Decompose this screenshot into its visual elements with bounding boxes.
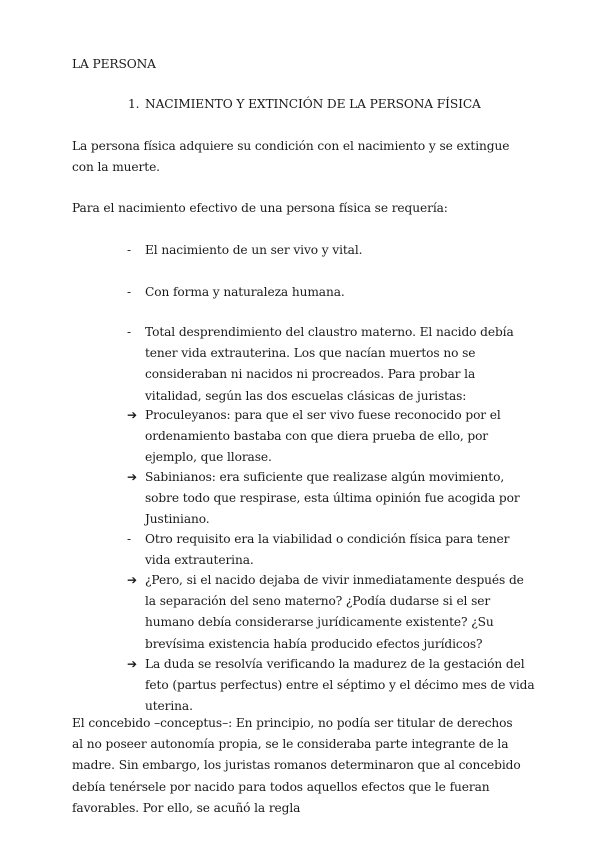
conceptus-paragraph: El concebido –conceptus–: En principio, no podía ser titular de derechos al no poseer autonomía propia, se le consideraba parte integrante de la madre. Sin embargo, los juristas romanos determinaron que al concebido debía tenérsele por nacido para todos aquellos efectos que le fueran favorables. Por ello, se acuñó la regla (72, 716, 521, 815)
arrow-bullet-icon: ➔ (127, 573, 138, 587)
dash-bullet-marker: - (127, 285, 132, 299)
dash-bullet-marker: - (127, 325, 132, 339)
arrow-bullet-icon: ➔ (127, 470, 138, 484)
requirement-item: El nacimiento de un ser vivo y vital. (145, 243, 363, 257)
document-title: LA PERSONA (72, 57, 156, 71)
dash-bullet-marker: - (127, 243, 132, 257)
arrow-bullet-icon: ➔ (127, 657, 138, 671)
arrow-bullet-icon: ➔ (127, 408, 138, 422)
requirement-item: Con forma y naturaleza humana. (145, 285, 345, 299)
viability-answer: La duda se resolvía verificando la madurez de la gestación del feto (partus perfectus) entre el séptimo y el décimo mes de vida uterina. (145, 657, 535, 714)
requirement-item: Total desprendimiento del claustro materno. El nacido debía tener vida extrauterina. Los que nacían muertos no se consideraban ni nacidos ni procreados. Para probar la vitalidad, según las dos escuelas clásicas de juristas: (145, 325, 514, 403)
section-number: 1. (128, 97, 140, 111)
intro-paragraph: La persona física adquiere su condición con el nacimiento y se extingue con la muerte. (72, 139, 510, 175)
viability-question: ¿Pero, si el nacido dejaba de vivir inmediatamente después de la separación del seno materno? ¿Podía dudarse si el ser humano debía considerarse jurídicamente existente? ¿Su brevísima existencia había producido efectos jurídicos? (145, 573, 524, 651)
school-item-proculeyanos: Proculeyanos: para que el ser vivo fuese reconocido por el ordenamiento bastaba con que diera prueba de ello, por ejemplo, que llorase. (145, 408, 501, 465)
requirements-intro: Para el nacimiento efectivo de una persona física se requería: (72, 201, 448, 215)
dash-bullet-marker: - (127, 532, 132, 546)
requirement-item: Otro requisito era la viabilidad o condición física para tener vida extrauterina. (145, 532, 510, 568)
school-item-sabinianos: Sabinianos: era suficiente que realizase algún movimiento, sobre todo que respirase, esta última opinión fue acogida por Justiniano. (145, 470, 520, 527)
section-heading: NACIMIENTO Y EXTINCIÓN DE LA PERSONA FÍSICA (145, 97, 481, 111)
